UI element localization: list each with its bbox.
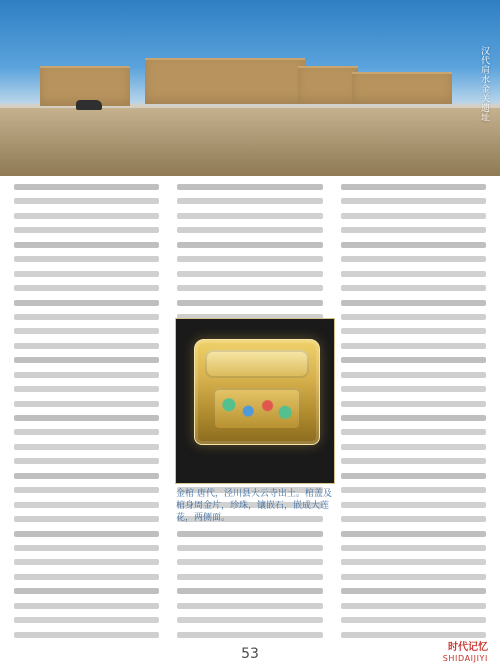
text-line xyxy=(177,242,322,248)
text-line xyxy=(341,545,486,551)
artifact-photo xyxy=(175,318,335,484)
text-line xyxy=(14,473,159,479)
text-line xyxy=(341,429,486,435)
text-line xyxy=(341,198,486,204)
text-line xyxy=(14,617,159,623)
text-line xyxy=(177,588,322,594)
text-line xyxy=(341,242,486,248)
brand-title: 时代记忆 xyxy=(448,642,488,653)
text-line xyxy=(14,574,159,580)
top-photo xyxy=(0,0,500,176)
text-line xyxy=(177,213,322,219)
text-line xyxy=(14,357,159,363)
text-line xyxy=(177,271,322,277)
text-line xyxy=(341,328,486,334)
text-line xyxy=(14,285,159,291)
text-line xyxy=(14,227,159,233)
text-line xyxy=(177,531,322,537)
text-line xyxy=(14,314,159,320)
top-photo-caption: 汉代肩水金关遗址 xyxy=(479,46,489,122)
text-line xyxy=(177,545,322,551)
text-line xyxy=(177,256,322,262)
text-line xyxy=(177,184,322,190)
text-line xyxy=(14,502,159,508)
text-line xyxy=(14,458,159,464)
text-line xyxy=(177,574,322,580)
text-line xyxy=(14,300,159,306)
text-line xyxy=(14,444,159,450)
text-line xyxy=(177,227,322,233)
reliquary xyxy=(194,339,320,445)
brand-mark xyxy=(392,642,488,664)
text-line xyxy=(341,531,486,537)
text-line xyxy=(14,415,159,421)
text-line xyxy=(341,473,486,479)
vehicle xyxy=(76,100,102,110)
text-line xyxy=(14,545,159,551)
text-line xyxy=(341,285,486,291)
text-line xyxy=(177,617,322,623)
text-line xyxy=(14,242,159,248)
artifact-caption: 金棺 唐代，泾川县大云寺出土。棺盖及棺身周金片，珍珠，镶嵌石，嵌成大莲花，两侧面。 xyxy=(176,489,332,523)
text-line xyxy=(341,574,486,580)
text-line xyxy=(341,559,486,565)
text-line xyxy=(177,632,322,638)
text-line xyxy=(341,227,486,233)
text-line xyxy=(177,300,322,306)
text-line xyxy=(341,458,486,464)
text-line xyxy=(341,343,486,349)
text-line xyxy=(341,314,486,320)
text-line xyxy=(14,603,159,609)
column-right xyxy=(341,184,486,638)
text-line xyxy=(14,328,159,334)
text-line xyxy=(177,559,322,565)
ruin-wall-4 xyxy=(352,72,452,104)
text-line xyxy=(341,271,486,277)
text-line xyxy=(341,588,486,594)
text-line xyxy=(341,502,486,508)
text-line xyxy=(341,386,486,392)
text-line xyxy=(341,617,486,623)
ruin-wall-2 xyxy=(145,58,305,104)
text-line xyxy=(14,256,159,262)
text-line xyxy=(341,401,486,407)
text-line xyxy=(341,213,486,219)
text-line xyxy=(341,516,486,522)
text-line xyxy=(341,632,486,638)
text-line xyxy=(14,386,159,392)
text-line xyxy=(177,198,322,204)
page-number: 53 xyxy=(241,646,259,662)
text-line xyxy=(14,429,159,435)
text-line xyxy=(14,559,159,565)
ground-area xyxy=(0,108,500,176)
text-line xyxy=(341,487,486,493)
text-line xyxy=(341,357,486,363)
text-line xyxy=(14,632,159,638)
text-line xyxy=(177,285,322,291)
text-line xyxy=(341,300,486,306)
text-line xyxy=(14,343,159,349)
text-line xyxy=(14,487,159,493)
text-line xyxy=(341,444,486,450)
text-line xyxy=(341,184,486,190)
text-line xyxy=(14,516,159,522)
brand-subtitle: SHIDAIJIYI xyxy=(442,654,488,663)
text-line xyxy=(14,213,159,219)
text-line xyxy=(341,603,486,609)
text-line xyxy=(14,401,159,407)
page-footer xyxy=(0,642,500,670)
text-line xyxy=(14,588,159,594)
text-line xyxy=(341,415,486,421)
text-line xyxy=(14,372,159,378)
text-line xyxy=(341,256,486,262)
column-left xyxy=(14,184,159,638)
text-line xyxy=(14,198,159,204)
text-line xyxy=(341,372,486,378)
text-line xyxy=(14,531,159,537)
ruin-wall-3 xyxy=(298,66,358,104)
text-line xyxy=(177,603,322,609)
text-line xyxy=(14,271,159,277)
text-line xyxy=(14,184,159,190)
